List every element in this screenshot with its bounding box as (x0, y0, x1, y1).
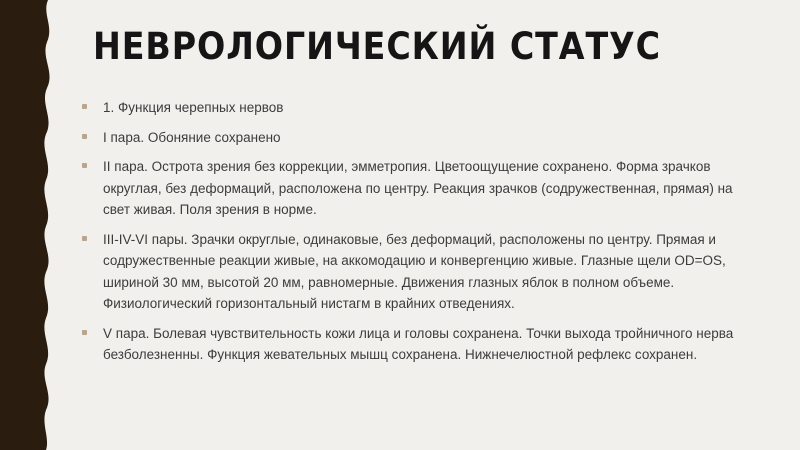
bullet-icon (82, 330, 87, 335)
bullet-icon (82, 163, 87, 168)
bullet-icon (82, 236, 87, 241)
list-item (80, 323, 760, 366)
list-item-text: 1. Функция черепных нервов (103, 100, 284, 115)
list-item-text: II пара. Острота зрения без коррекции, эмметропия. Цветоощущение сохранено. Форма зрачков округлая, без деформаций, расположена по центру. Реакция зрачков (содружественная, прямая) на свет живая. Поля зрения в норме. (103, 159, 733, 217)
list-item (80, 127, 760, 149)
list-item-text: III-IV-VI пары. Зрачки округлые, одинаковые, без деформаций, расположены по центру. Прямая и содружественные реакции живые, на аккомодацию и конвергенцию живые. Глазные щели OD=OS, шириной 30 мм, высотой 20 мм, равномерные. Движения глазных яблок в полном объеме. Физиологический горизонтальный нистагм в крайних отведениях. (103, 231, 726, 311)
bullet-icon (82, 104, 87, 109)
list-item (80, 229, 760, 315)
content-list (80, 97, 760, 374)
wavy-band-shape (0, 0, 50, 450)
list-item (80, 97, 760, 119)
list-item-text: V пара. Болевая чувствительность кожи лица и головы сохранена. Точки выхода тройничного нерва безболезненны. Функция жевательных мышц сохранена. Нижнечелюстной рефлекс сохранен. (103, 325, 734, 362)
list-item-text: I пара. Обоняние сохранено (103, 129, 281, 145)
list-item (80, 156, 760, 221)
bullet-icon (82, 134, 87, 139)
slide-title: НЕВРОЛОГИЧЕСКИЙ СТАТУС (93, 25, 661, 68)
